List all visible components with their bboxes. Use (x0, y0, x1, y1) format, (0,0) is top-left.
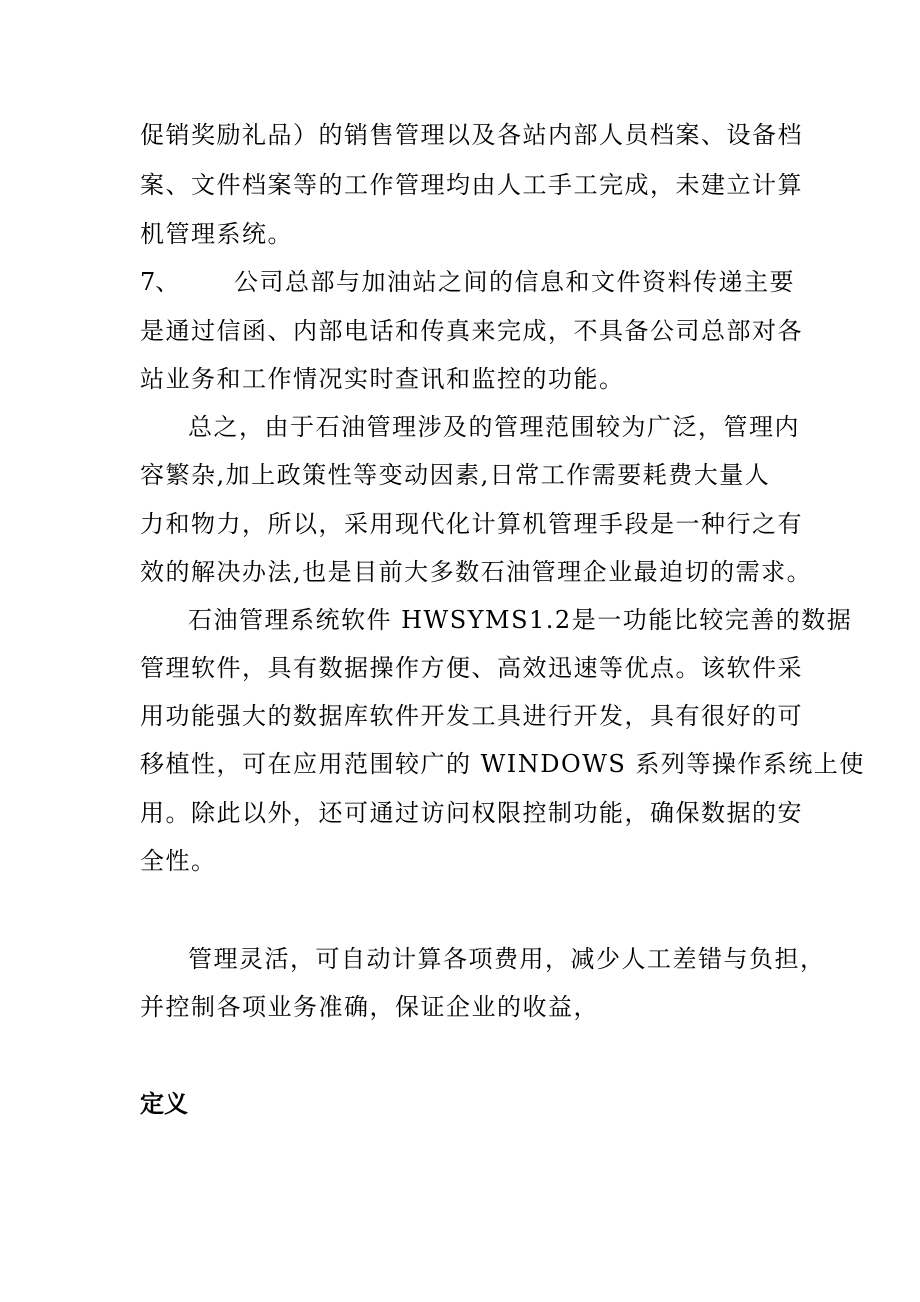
text-line: 容繁杂,加上政策性等变动因素,日常工作需要耗费大量人 (140, 461, 771, 489)
text-line: 是通过信函、内部电话和传真来完成，不具备公司总部对各 (140, 317, 803, 345)
list-item-number: 7、 (140, 268, 180, 296)
text-line: 用。除此以外，还可通过访问权限控制功能，确保数据的安 (140, 799, 803, 827)
text-line: 并控制各项业务准确，保证企业的收益， (140, 993, 599, 1021)
text-line: 用功能强大的数据库软件开发工具进行开发，具有很好的可 (140, 702, 803, 730)
text-line: 管理灵活，可自动计算各项费用，减少人工差错与负担， (188, 945, 826, 973)
text-line: 力和物力，所以，采用现代化计算机管理手段是一种行之有 (140, 510, 803, 538)
text-line: 全性。 (140, 847, 217, 875)
text-line: 移植性，可在应用范围较广的 WINDOWS 系列等操作系统上使 (140, 750, 865, 778)
text-line: 总之，由于石油管理涉及的管理范围较为广泛，管理内 (188, 413, 800, 441)
text-line: 效的解决办法,也是目前大多数石油管理企业最迫切的需求。 (140, 558, 813, 586)
text-line: 案、文件档案等的工作管理均由人工手工完成，未建立计算 (140, 171, 803, 199)
text-line: 促销奖励礼品）的销售管理以及各站内部人员档案、设备档 (140, 121, 803, 149)
section-heading: 定义 (140, 1090, 188, 1118)
text-line: 管理软件，具有数据操作方便、高效迅速等优点。该软件采 (140, 654, 803, 682)
text-line: 石油管理系统软件 HWSYMS1.2是一功能比较完善的数据 (188, 606, 853, 634)
text-line: 站业务和工作情况实时查讯和监控的功能。 (140, 365, 625, 393)
text-line: 公司总部与加油站之间的信息和文件资料传递主要 (234, 268, 795, 296)
text-line: 机管理系统。 (140, 220, 293, 248)
